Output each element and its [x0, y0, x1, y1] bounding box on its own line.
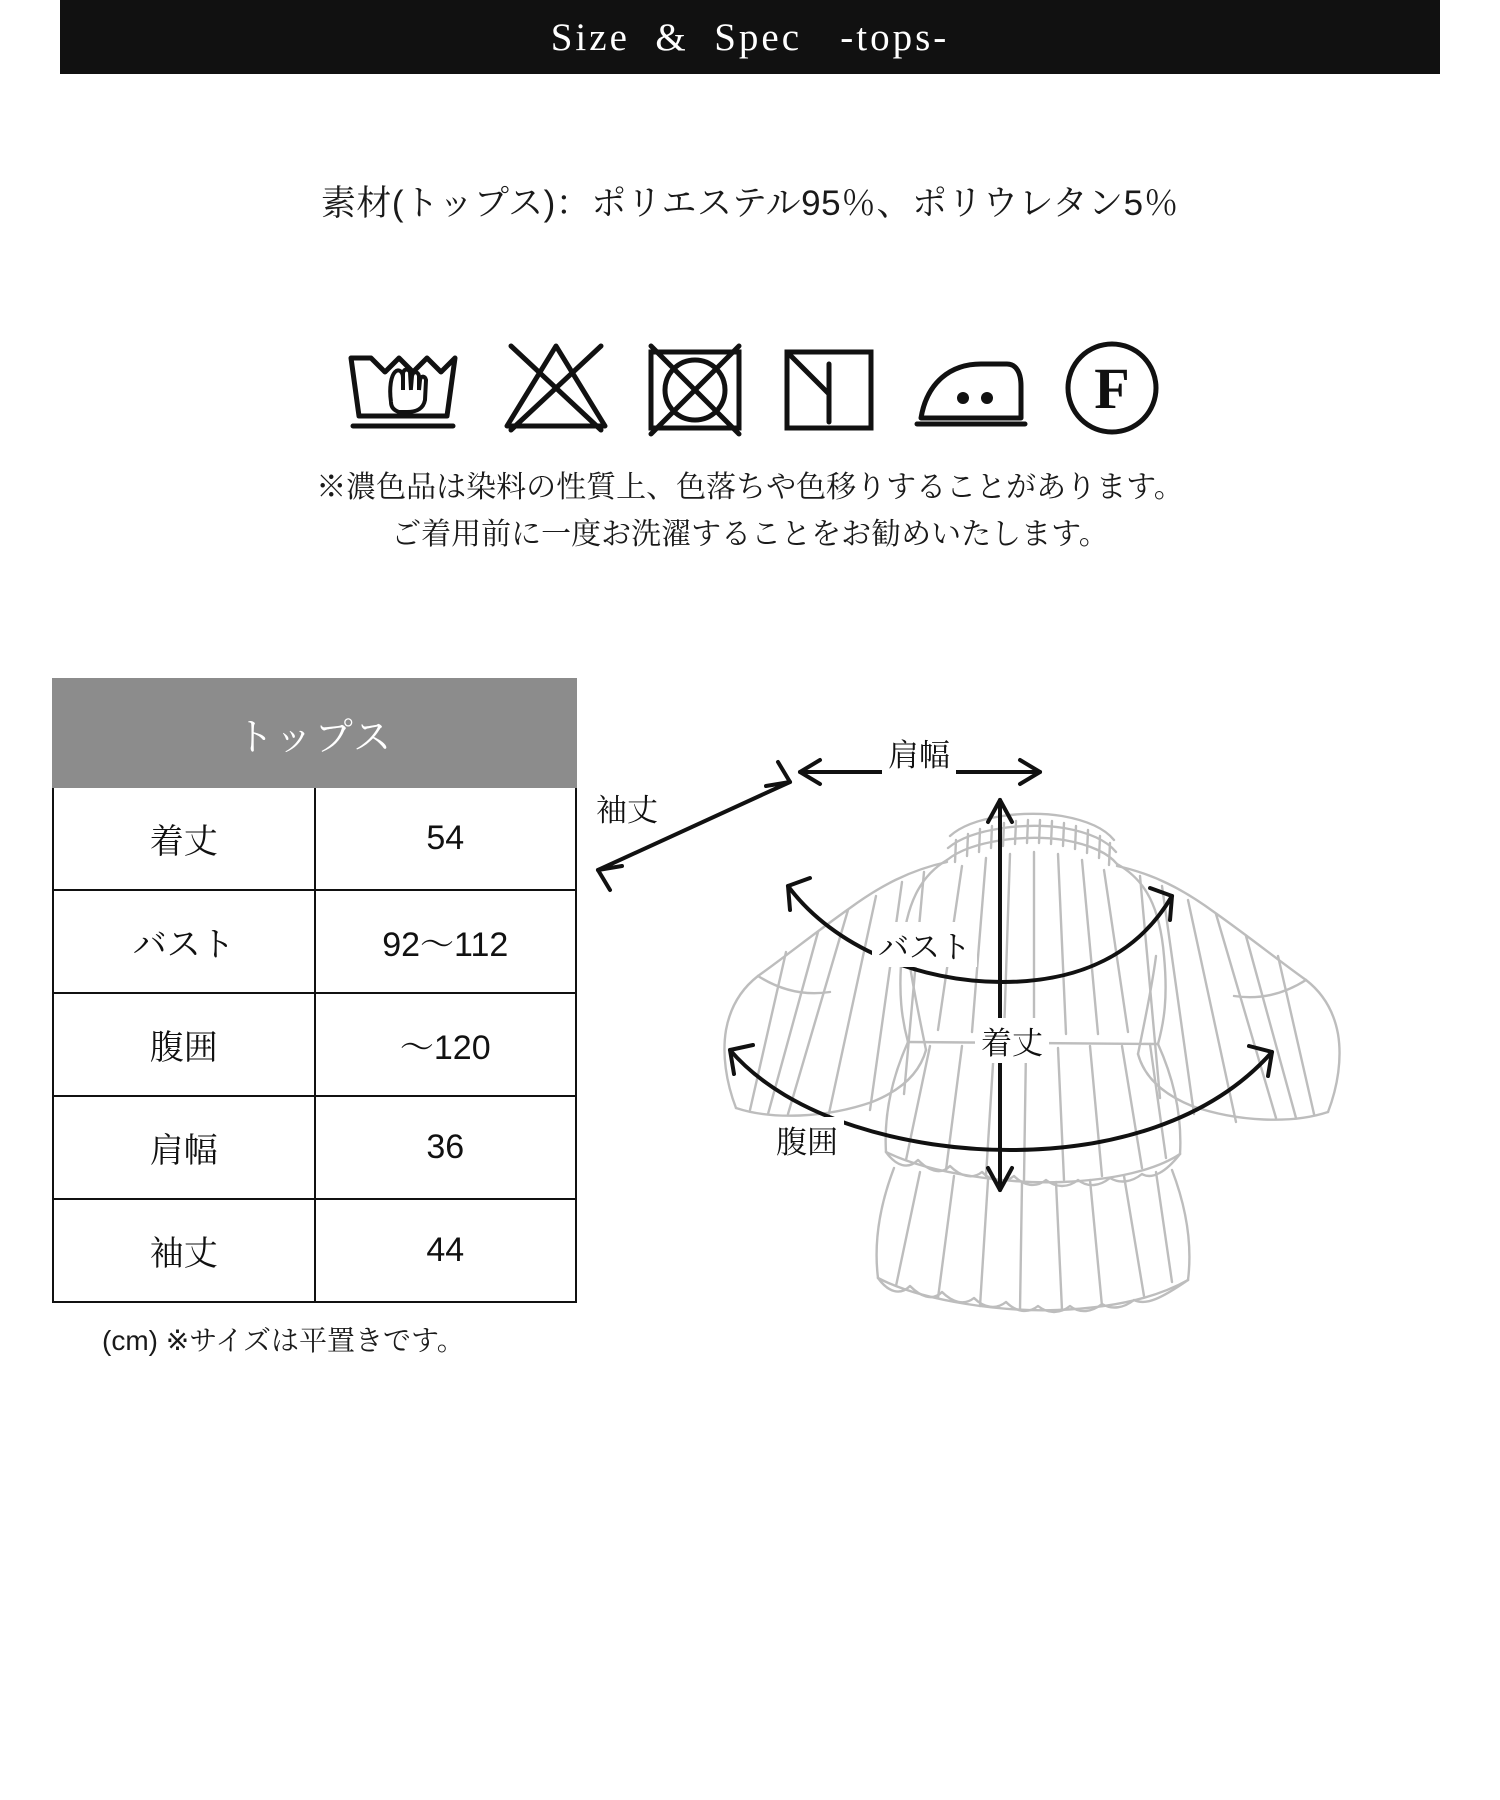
- row-value: 54: [315, 787, 577, 890]
- size-table: [52, 678, 577, 1303]
- row-label: 肩幅: [53, 1096, 315, 1199]
- size-table-section: [52, 678, 577, 1359]
- row-label: 腹囲: [53, 993, 315, 1096]
- care-note-line-2: ご着用前に一度お洗濯することをお勧めいたします。: [391, 517, 1109, 551]
- size-table-note: (cm) ※サイズは平置きです。: [102, 1325, 465, 1356]
- table-row: [53, 1199, 576, 1302]
- care-symbol-row: [0, 330, 1500, 440]
- label-waist: 腹囲: [770, 1117, 844, 1162]
- care-note-line-1: ※濃色品は染料の性質上、色落ちや色移りすることがあります。: [316, 471, 1184, 504]
- row-value: 36: [315, 1096, 577, 1199]
- row-label: 着丈: [53, 787, 315, 890]
- table-row: [53, 1096, 576, 1199]
- hand-wash-icon: [333, 330, 473, 440]
- row-label: 袖丈: [53, 1199, 315, 1302]
- dry-clean-f-icon: [1057, 330, 1167, 440]
- material-text: 素材(トップス)：ポリエステル95％、ポリウレタン5％: [320, 184, 1180, 223]
- no-bleach-icon: [497, 330, 615, 440]
- no-tumble-dry-icon: [639, 330, 751, 440]
- row-value: 〜120: [315, 993, 577, 1096]
- garment-illustration: [590, 690, 1470, 1390]
- label-garment-length: 着丈: [975, 1018, 1049, 1063]
- page-title: Size & Spec -tops-: [550, 15, 950, 59]
- page-header-banner: [60, 0, 1440, 74]
- row-label: バスト: [53, 890, 315, 993]
- iron-low-icon: [907, 330, 1033, 440]
- row-value: 44: [315, 1199, 577, 1302]
- label-shoulder-width: 肩幅: [882, 730, 956, 775]
- row-value: 92〜112: [315, 890, 577, 993]
- svg-text:F: F: [1094, 356, 1130, 421]
- table-header-cell: トップス: [53, 679, 576, 787]
- label-bust: バスト: [872, 922, 977, 967]
- table-row: [53, 787, 576, 890]
- drip-dry-hanging-icon: [775, 330, 883, 440]
- table-row: [53, 890, 576, 993]
- care-notes: [0, 465, 1500, 558]
- table-row: [53, 993, 576, 1096]
- table-header-row: [53, 679, 576, 787]
- label-sleeve-length: 袖丈: [590, 785, 664, 830]
